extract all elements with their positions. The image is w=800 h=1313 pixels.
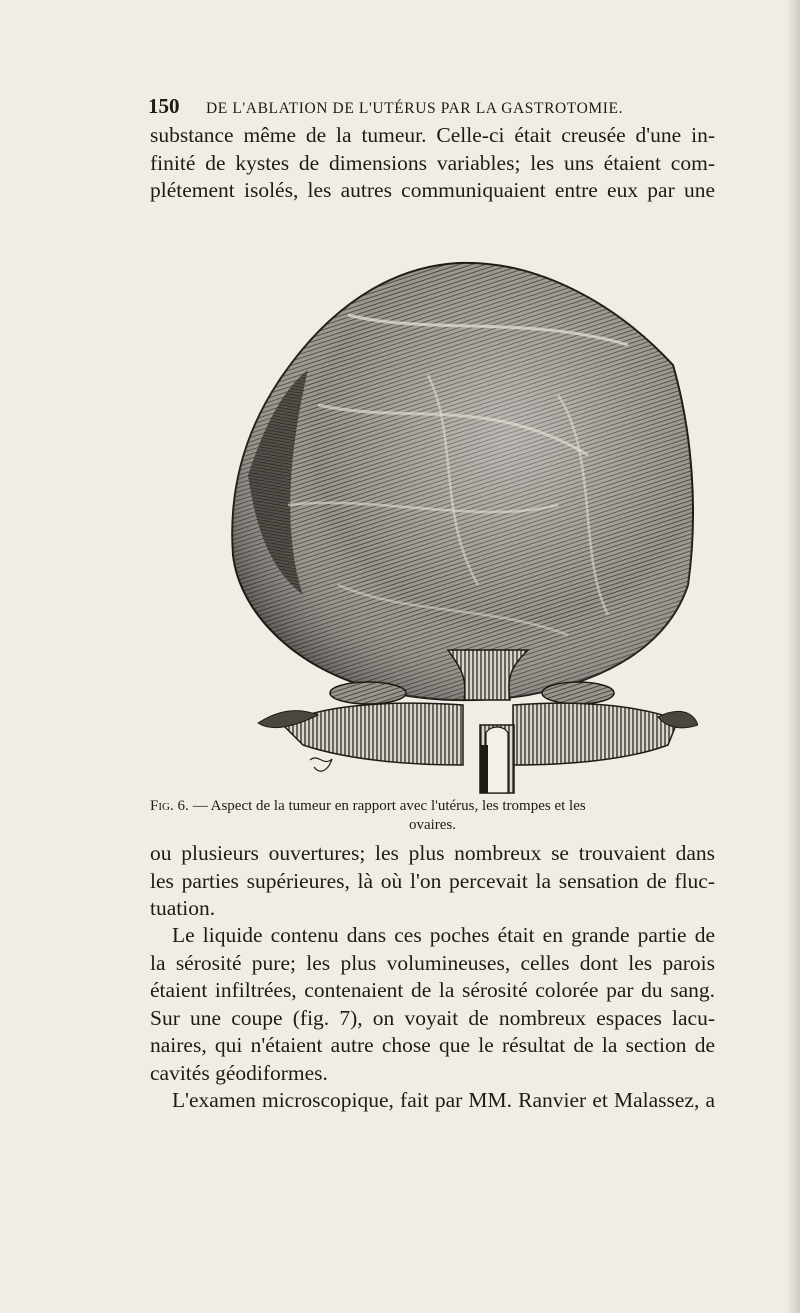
caption-line-1 <box>150 797 715 816</box>
text-line: plétement isolés, les autres communiquaient entre eux par une <box>150 178 715 202</box>
text-line: Le liquide contenu dans ces poches était en grande partie de <box>172 923 715 947</box>
running-title: DE L'ABLATION DE L'UTÉRUS PAR LA GASTROTOMIE. <box>205 100 624 117</box>
text-line: les parties supérieures, là où l'on percevait la sensation de fluc- <box>150 868 715 893</box>
text-line: finité de kystes de dimensions variables; les uns étaient com- <box>150 150 715 175</box>
caption-line-2: ovaires. <box>408 817 457 833</box>
text-line: tuation. <box>150 896 216 920</box>
text-line: L'examen microscopique, fait par MM. Ranvier et Malassez, a <box>172 1088 715 1112</box>
paragraph-2 <box>150 840 715 923</box>
right-ovary <box>542 682 614 704</box>
figure-label: Fig. 6. <box>150 798 189 814</box>
text-line: ou plusieurs ouvertures; les plus nombreux se trouvaient dans <box>150 841 715 865</box>
caption-text: — Aspect de la tumeur en rapport avec l'utérus, les trompes et les <box>192 798 586 814</box>
broad-ligaments <box>258 703 698 765</box>
page-edge-shadow <box>786 0 800 1313</box>
paragraph-4 <box>150 1087 715 1115</box>
uterus-body <box>480 725 514 793</box>
text-line: la sérosité pure; les plus volumineuses, celles dont les parois <box>150 950 715 975</box>
text-line: naires, qui n'étaient autre chose que le résultat de la section de <box>150 1033 715 1057</box>
text-line: cavités géodiformes. <box>150 1060 328 1085</box>
figure-tumor-illustration <box>228 255 698 795</box>
paragraph-3 <box>150 922 715 1087</box>
fimbria-mark <box>310 758 332 771</box>
text-line: substance même de la tumeur. Celle-ci était creusée d'une in- <box>150 123 715 147</box>
text-line: Sur une coupe (fig. 7), on voyait de nombreux espaces lacu- <box>150 1005 715 1030</box>
tumor-mass <box>232 263 693 700</box>
left-ovary <box>330 682 406 704</box>
paragraph-1 <box>150 122 715 205</box>
figure-caption <box>150 797 715 835</box>
running-head <box>148 94 708 119</box>
text-line: étaient infiltrées, contenaient de la sérosité colorée par du sang. <box>150 978 715 1002</box>
page-number: 150 <box>148 94 180 118</box>
